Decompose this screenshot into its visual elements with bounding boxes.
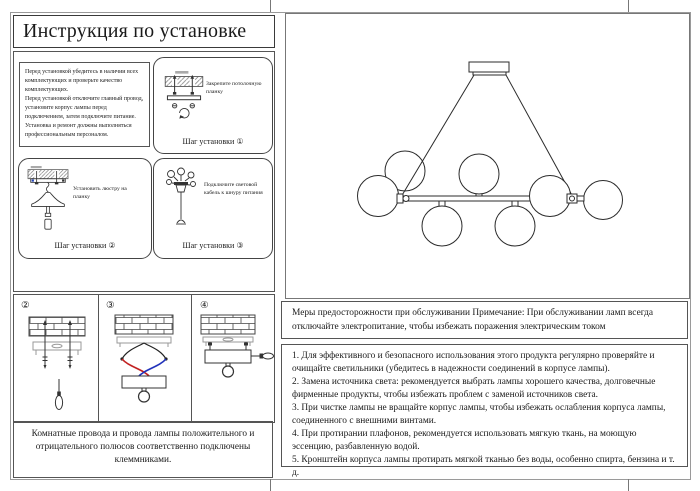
- crop-mark: [628, 0, 629, 12]
- chandelier-panel: [285, 13, 690, 299]
- intro-text-box: [19, 62, 150, 147]
- page-title: Инструкция по установке: [23, 20, 247, 42]
- maintenance-item: 1. Для эффективного и безопасного использования этого продукта регулярно проверяйте и очищайте светильники (убедитесь в надежности соединений в корпусе лампы).: [292, 351, 655, 374]
- crop-mark: [270, 0, 271, 12]
- step-box-1: [153, 57, 273, 154]
- maintenance-heading-box: [281, 301, 688, 339]
- wiring-note-box: [13, 421, 273, 478]
- maintenance-item: 5. Кронштейн корпуса лампы протирать мягкой тканью без воды, особенно спирта, бензина и т. д.: [292, 455, 675, 478]
- title-box: [13, 15, 275, 48]
- crop-mark: [628, 479, 629, 491]
- wiring-diagram-wires: [100, 299, 189, 419]
- chandelier-mount-diagram: [27, 166, 69, 246]
- maintenance-item: 2. Замена источника света: рекомендуется выбрать лампы хорошего качества, долговечные фирменные продукты, чтобы избежать проблем с заменой источников света.: [292, 377, 656, 400]
- intro-line: Перед установкой отключите главный провод, установите корпус лампы перед подключением, затем подключите питание.: [25, 96, 144, 120]
- step-label: Шаг установки ②: [54, 241, 116, 250]
- maintenance-list-box: [281, 344, 688, 478]
- maintenance-heading: Меры предосторожности при обслуживании Примечание: При обслуживании ламп всегда отключайте электропитание, чтобы избежать поражения электрическим током: [292, 308, 654, 332]
- wiring-note: Комнатные провода и провода лампы положительного и отрицательного полюсов соответственно подключены клеммниками.: [31, 429, 255, 465]
- diagram-number: ③: [106, 301, 115, 311]
- step-label: Шаг установки ①: [182, 137, 244, 146]
- maintenance-item: 4. При протирании плафонов, рекомендуется использовать мягкую ткань, на моющую эссенцию, разбавленную водой.: [292, 429, 637, 452]
- cable-connect-diagram: [164, 167, 198, 233]
- diagram-number: ④: [200, 301, 209, 311]
- step-caption: Закрепите потолочную планку: [206, 81, 262, 95]
- intro-line: Перед установкой убедитесь в наличии всех комплектующих и проверьте качество комплектующих.: [25, 69, 139, 93]
- step-caption: Установить люстру на планку: [73, 186, 127, 200]
- chandelier-drawing: [286, 14, 689, 298]
- wiring-diagram-screws: [14, 299, 98, 419]
- instructions-panel: [13, 51, 275, 292]
- step-caption: Подключите световой кабель к шнуру питания: [204, 182, 263, 196]
- column-divider: [98, 295, 99, 422]
- step-box-3: [153, 158, 273, 259]
- step-label: Шаг установки ③: [182, 241, 244, 250]
- column-divider: [191, 295, 192, 422]
- wiring-diagram-canopy: [193, 299, 275, 419]
- diagram-number: ②: [21, 301, 30, 311]
- step-box-2: [18, 158, 152, 259]
- wiring-panel: [13, 294, 275, 423]
- crop-mark: [270, 479, 271, 491]
- maintenance-item: 3. При чистке лампы не вращайте корпус лампы, чтобы избежать ослабления корпуса лампы, соединенного с внешними винтами.: [292, 403, 666, 426]
- intro-line: Установка и ремонт должны выполняться профессиональным персоналом.: [25, 123, 132, 138]
- ceiling-plate-diagram: [164, 71, 204, 124]
